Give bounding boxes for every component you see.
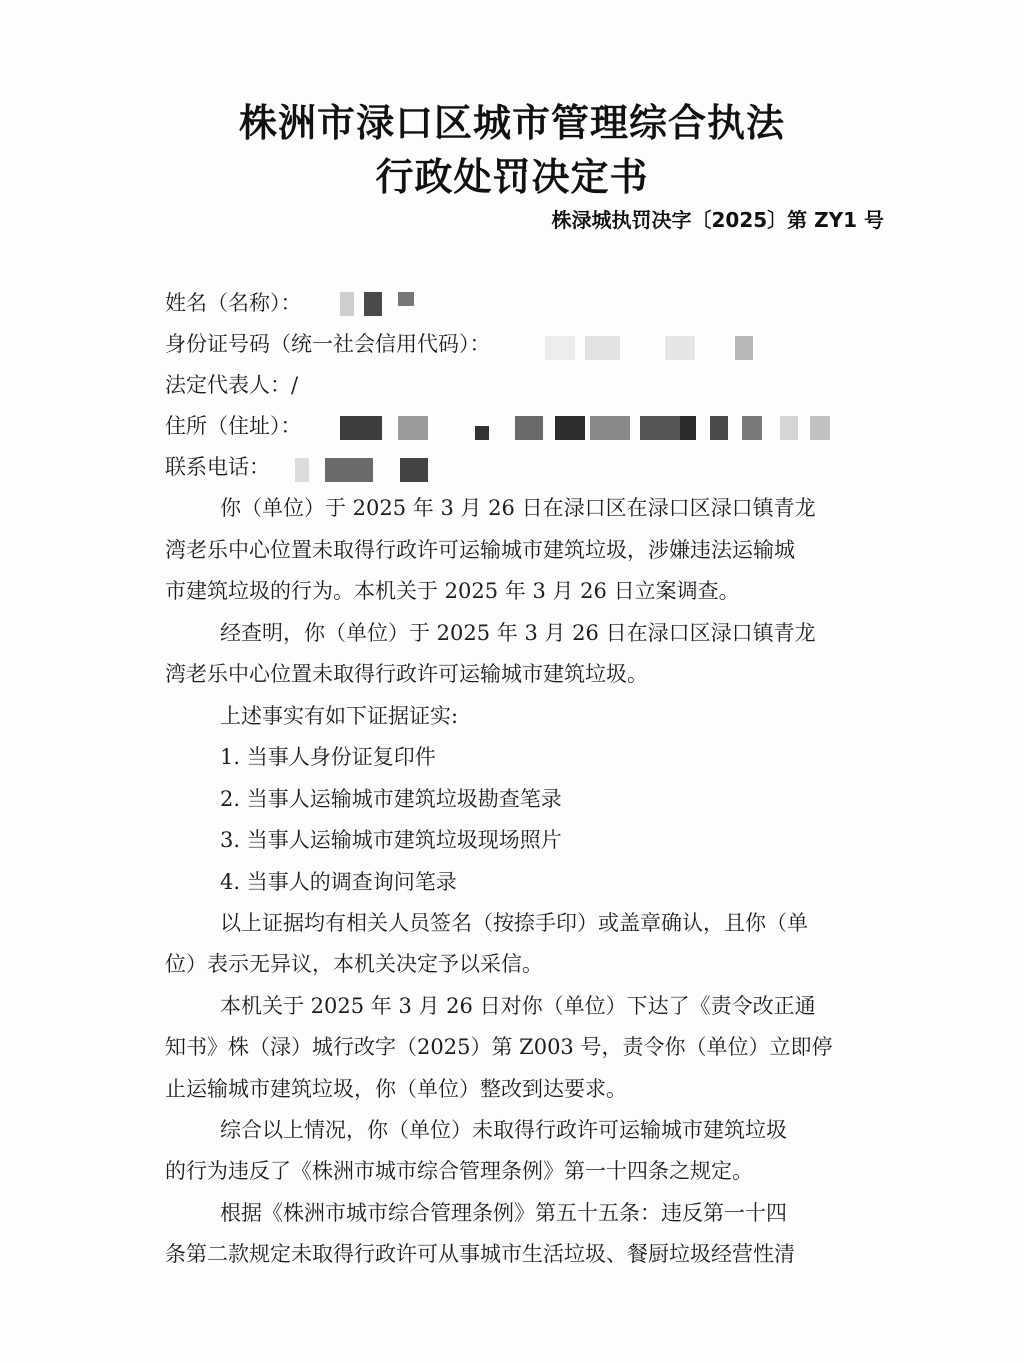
party-id-row xyxy=(165,331,885,357)
para7-line2: 条第二款规定未取得行政许可从事城市生活垃圾、餐厨垃圾经营性清 xyxy=(165,1242,795,1266)
party-phone-row xyxy=(165,454,885,480)
redacted-address xyxy=(340,416,830,440)
document-title-line1: 株洲市渌口区城市管理综合执法 xyxy=(238,101,785,145)
evidence-item-3: 3. 当事人运输城市建筑垃圾现场照片 xyxy=(220,828,562,852)
para6-line1: 综合以上情况，你（单位）未取得行政许可运输城市建筑垃圾 xyxy=(220,1118,787,1142)
para4-line2: 位）表示无异议，本机关决定予以采信。 xyxy=(165,952,543,976)
evidence-item-2: 2. 当事人运输城市建筑垃圾勘查笔录 xyxy=(220,787,562,811)
party-name-label: 姓名（名称）： xyxy=(165,291,302,315)
para7-line1: 根据《株洲市城市综合管理条例》第五十五条：违反第一十四 xyxy=(220,1201,787,1225)
redacted-name xyxy=(340,292,420,316)
para6-line2: 的行为违反了《株洲市城市综合管理条例》第一十四条之规定。 xyxy=(165,1159,753,1183)
redacted-id-number xyxy=(545,336,760,360)
document-title-line2: 行政处罚决定书 xyxy=(375,155,649,199)
evidence-item-1: 1. 当事人身份证复印件 xyxy=(220,745,436,769)
party-phone-label: 联系电话： xyxy=(165,455,270,479)
para5-line2: 知书》株（渌）城行改字（2025）第 Z003 号，责令你（单位）立即停 xyxy=(165,1035,833,1059)
para1-line3: 市建筑垃圾的行为。本机关于 2025 年 3 月 26 日立案调查。 xyxy=(165,579,740,603)
party-name-row xyxy=(165,290,885,316)
legal-rep-value: / xyxy=(291,373,299,397)
evidence-intro: 上述事实有如下证据证实: xyxy=(220,704,459,728)
para5-line1: 本机关于 2025 年 3 月 26 日对你（单位）下达了《责令改正通 xyxy=(220,994,816,1018)
evidence-item-4: 4. 当事人的调查询问笔录 xyxy=(220,870,457,894)
document-number: 株渌城执罚决字〔2025〕第 ZY1 号 xyxy=(551,208,884,232)
party-address-label: 住所（住址）： xyxy=(165,414,302,438)
para2-line2: 湾老乐中心位置未取得行政许可运输城市建筑垃圾。 xyxy=(165,662,648,686)
para1-line2: 湾老乐中心位置未取得行政许可运输城市建筑垃圾，涉嫌违法运输城 xyxy=(165,538,795,562)
legal-rep-row xyxy=(165,372,885,398)
para4-line1: 以上证据均有相关人员签名（按捺手印）或盖章确认，且你（单 xyxy=(220,911,808,935)
para2-line1: 经查明，你（单位）于 2025 年 3 月 26 日在渌口区渌口镇青龙 xyxy=(220,621,816,645)
para5-line3: 止运输城市建筑垃圾，你（单位）整改到达要求。 xyxy=(165,1077,627,1101)
para1-line1: 你（单位）于 2025 年 3 月 26 日在渌口区在渌口区渌口镇青龙 xyxy=(220,496,816,520)
party-id-label: 身份证号码（统一社会信用代码）： xyxy=(165,332,491,356)
legal-rep-label: 法定代表人： xyxy=(165,373,291,397)
redacted-phone xyxy=(295,458,435,482)
